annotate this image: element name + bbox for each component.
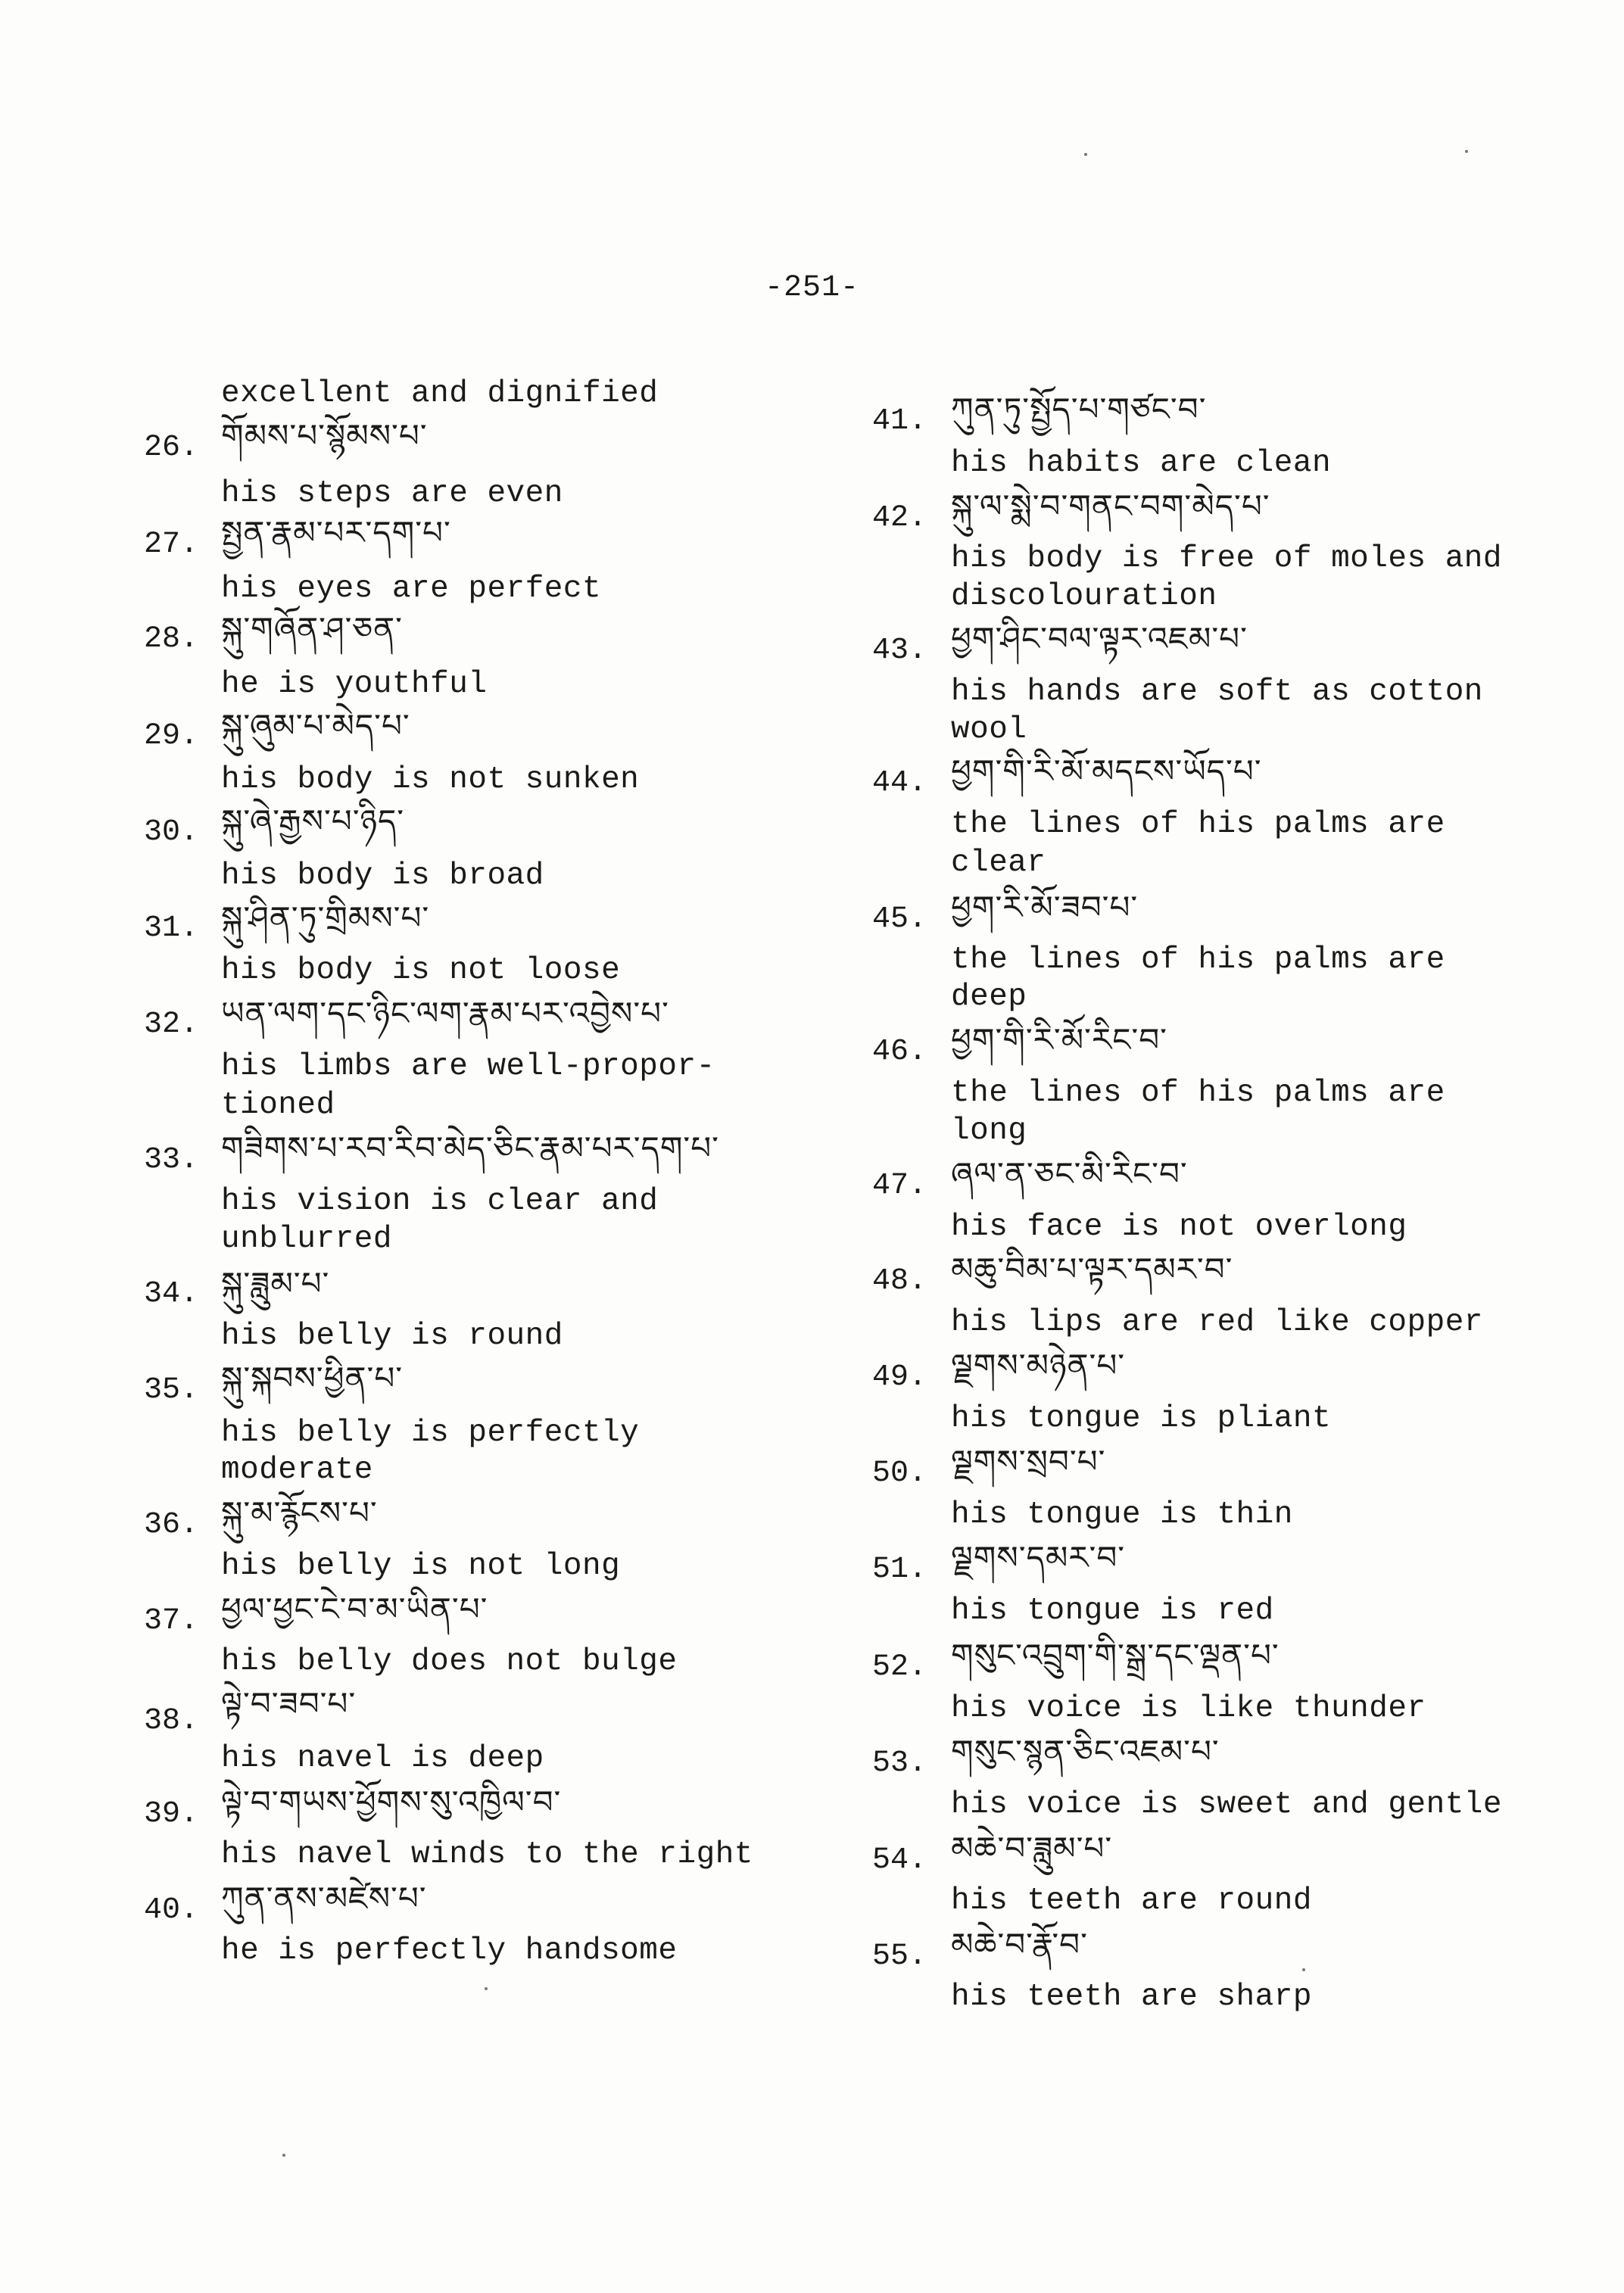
entry-number: 35. bbox=[144, 1373, 199, 1407]
tibetan-term: སྐུ་ཞུམ་པ་མེད་པ་ bbox=[221, 707, 410, 744]
english-gloss: his tongue is thin bbox=[951, 1497, 1293, 1532]
tibetan-term: གོམས་པ་སྙོམས་པ་ bbox=[221, 417, 428, 454]
entry-number: 31. bbox=[144, 911, 199, 946]
entry-number: 36. bbox=[144, 1508, 199, 1542]
entry-number: 47. bbox=[872, 1169, 927, 1203]
tibetan-term: ཡན་ལག་དང་ཉིང་ལག་རྣམ་པར་འབྱེས་པ་ bbox=[221, 995, 669, 1032]
tibetan-term: ཀུན་ཏུ་སྤྱོད་པ་གཙང་བ་ bbox=[951, 391, 1207, 428]
scan-speck bbox=[1084, 153, 1087, 156]
tibetan-term: སྐུ་གཞོན་ཤ་ཅན་ bbox=[221, 610, 403, 647]
entry-number: 53. bbox=[872, 1746, 927, 1781]
entry-number: 55. bbox=[872, 1939, 927, 1974]
english-gloss: his navel is deep bbox=[221, 1741, 544, 1776]
english-gloss: his teeth are round bbox=[951, 1883, 1312, 1918]
tibetan-term: ཕྱལ་ཕྱང་ངེ་བ་མ་ཡིན་པ་ bbox=[221, 1590, 488, 1628]
entry-number: 27. bbox=[144, 528, 199, 562]
entry-number: 43. bbox=[872, 634, 927, 668]
english-gloss: he is perfectly handsome bbox=[221, 1933, 678, 1968]
english-gloss: his voice is like thunder bbox=[951, 1691, 1426, 1726]
english-gloss: the lines of his palms are bbox=[951, 807, 1445, 842]
english-gloss: his face is not overlong bbox=[951, 1210, 1407, 1245]
english-gloss: his navel winds to the right bbox=[221, 1837, 753, 1872]
english-gloss: discolouration bbox=[951, 579, 1217, 614]
scan-speck bbox=[485, 1987, 488, 1990]
english-gloss: wool bbox=[951, 712, 1027, 747]
english-gloss: his belly does not bulge bbox=[221, 1644, 678, 1679]
english-gloss-continuation: excellent and dignified bbox=[221, 376, 659, 411]
entry-number: 41. bbox=[872, 404, 927, 438]
entry-number: 50. bbox=[872, 1456, 927, 1491]
entry-number: 49. bbox=[872, 1360, 927, 1394]
entry-number: 42. bbox=[872, 501, 927, 535]
entry-number: 51. bbox=[872, 1553, 927, 1587]
tibetan-term: སྐུ་སྐབས་ཕྱིན་པ་ bbox=[221, 1360, 404, 1397]
english-gloss: his eyes are perfect bbox=[221, 572, 602, 606]
tibetan-term: སྐུ་ཤིན་ཏུ་གྲིམས་པ་ bbox=[221, 899, 430, 936]
entry-number: 44. bbox=[872, 766, 927, 800]
entry-number: 37. bbox=[144, 1604, 199, 1638]
english-gloss: his tongue is pliant bbox=[951, 1401, 1332, 1436]
entry-number: 52. bbox=[872, 1650, 927, 1684]
entry-number: 28. bbox=[144, 622, 199, 656]
tibetan-term: ལྗགས་སྲབ་པ་ bbox=[951, 1443, 1106, 1480]
english-gloss: his body is free of moles and bbox=[951, 541, 1503, 576]
english-gloss: his belly is round bbox=[221, 1319, 563, 1354]
english-gloss: his habits are clean bbox=[951, 446, 1332, 481]
tibetan-term: ཕྱག་གི་རི་མོ་རིང་བ་ bbox=[951, 1021, 1167, 1058]
english-gloss: his body is not loose bbox=[221, 953, 621, 988]
english-gloss: unblurred bbox=[221, 1222, 392, 1257]
tibetan-term: མཆེ་བ་རྣོ་བ་ bbox=[951, 1926, 1088, 1963]
tibetan-term: སྐུ་ཟླུམ་པ་ bbox=[221, 1265, 330, 1302]
english-gloss: his body is not sunken bbox=[221, 762, 640, 797]
tibetan-term: ཕྱག་ཤིང་བལ་ལྟར་འཇམ་པ་ bbox=[951, 620, 1248, 657]
entry-number: 45. bbox=[872, 902, 927, 936]
tibetan-term: གསུང་འབྲུག་གི་སྒྲ་དང་ལྡན་པ་ bbox=[951, 1637, 1280, 1674]
entry-number: 33. bbox=[144, 1143, 199, 1177]
entry-number: 39. bbox=[144, 1797, 199, 1831]
tibetan-term: ལྟེ་བ་ཟབ་པ་ bbox=[221, 1685, 357, 1722]
entry-number: 46. bbox=[872, 1035, 927, 1069]
english-gloss: his voice is sweet and gentle bbox=[951, 1787, 1503, 1822]
tibetan-term: ལྗགས་དམར་བ་ bbox=[951, 1539, 1126, 1576]
english-gloss: the lines of his palms are bbox=[951, 1076, 1445, 1111]
tibetan-term: སྐུ་ལ་སྨེ་བ་གནང་བག་མེད་པ་ bbox=[951, 488, 1270, 525]
entry-number: 38. bbox=[144, 1704, 199, 1738]
entry-number: 34. bbox=[144, 1277, 199, 1311]
tibetan-term: མཆེ་བ་ཟླུམ་པ་ bbox=[951, 1830, 1113, 1867]
entry-number: 40. bbox=[144, 1893, 199, 1927]
tibetan-term: སྐུ་ཞེ་རྒྱས་པ་ཉིད་ bbox=[221, 802, 405, 840]
tibetan-term: ཀུན་ནས་མཛེས་པ་ bbox=[221, 1880, 427, 1917]
entry-number: 54. bbox=[872, 1843, 927, 1877]
tibetan-term: སྤྱན་རྣམ་པར་དག་པ་ bbox=[221, 514, 451, 551]
entry-number: 26. bbox=[144, 431, 199, 465]
page-number: -251- bbox=[764, 271, 860, 305]
english-gloss: his belly is not long bbox=[221, 1549, 621, 1584]
entry-number: 32. bbox=[144, 1008, 199, 1042]
entry-number: 30. bbox=[144, 815, 199, 849]
entry-number: 29. bbox=[144, 719, 199, 753]
english-gloss: his limbs are well-propor- bbox=[221, 1049, 715, 1084]
tibetan-term: ཕྱག་རི་མོ་ཟབ་པ་ bbox=[951, 889, 1139, 926]
english-gloss: his steps are even bbox=[221, 476, 563, 511]
english-gloss: his belly is perfectly bbox=[221, 1416, 640, 1450]
tibetan-term: ལྗགས་མཉེན་པ་ bbox=[951, 1347, 1126, 1384]
tibetan-term: སྐུ་མ་རྙོངས་པ་ bbox=[221, 1494, 378, 1531]
tibetan-term: ལྟེ་བ་གཡས་ཕྱོགས་སུ་འཁྱིལ་བ་ bbox=[221, 1784, 562, 1821]
scan-speck bbox=[282, 2154, 285, 2157]
entry-number: 48. bbox=[872, 1264, 927, 1298]
english-gloss: his vision is clear and bbox=[221, 1184, 659, 1219]
english-gloss: his tongue is red bbox=[951, 1594, 1274, 1628]
tibetan-term: ཞལ་ན་ཅང་མི་རིང་བ་ bbox=[951, 1155, 1188, 1192]
english-gloss: moderate bbox=[221, 1453, 373, 1488]
english-gloss: his hands are soft as cotton bbox=[951, 675, 1483, 709]
english-gloss: deep bbox=[951, 980, 1027, 1014]
tibetan-term: མཆུ་བིམ་པ་ལྟར་དམར་བ་ bbox=[951, 1251, 1233, 1288]
english-gloss: his teeth are sharp bbox=[951, 1980, 1312, 2014]
scan-speck bbox=[1465, 150, 1468, 153]
english-gloss: tioned bbox=[221, 1088, 335, 1123]
english-gloss: his body is broad bbox=[221, 858, 544, 893]
tibetan-term: གཟིགས་པ་རབ་རིབ་མེད་ཅིང་རྣམ་པར་དག་པ་ bbox=[221, 1129, 719, 1167]
scan-speck bbox=[1302, 1968, 1305, 1971]
english-gloss: his lips are red like copper bbox=[951, 1305, 1483, 1340]
english-gloss: he is youthful bbox=[221, 667, 488, 702]
english-gloss: the lines of his palms are bbox=[951, 942, 1445, 977]
english-gloss: long bbox=[951, 1114, 1027, 1148]
english-gloss: clear bbox=[951, 846, 1046, 880]
tibetan-term: གསུང་སྙན་ཅིང་འཇམ་པ་ bbox=[951, 1733, 1220, 1770]
tibetan-term: ཕྱག་གི་རི་མོ་མདངས་ཡོད་པ་ bbox=[951, 752, 1262, 790]
